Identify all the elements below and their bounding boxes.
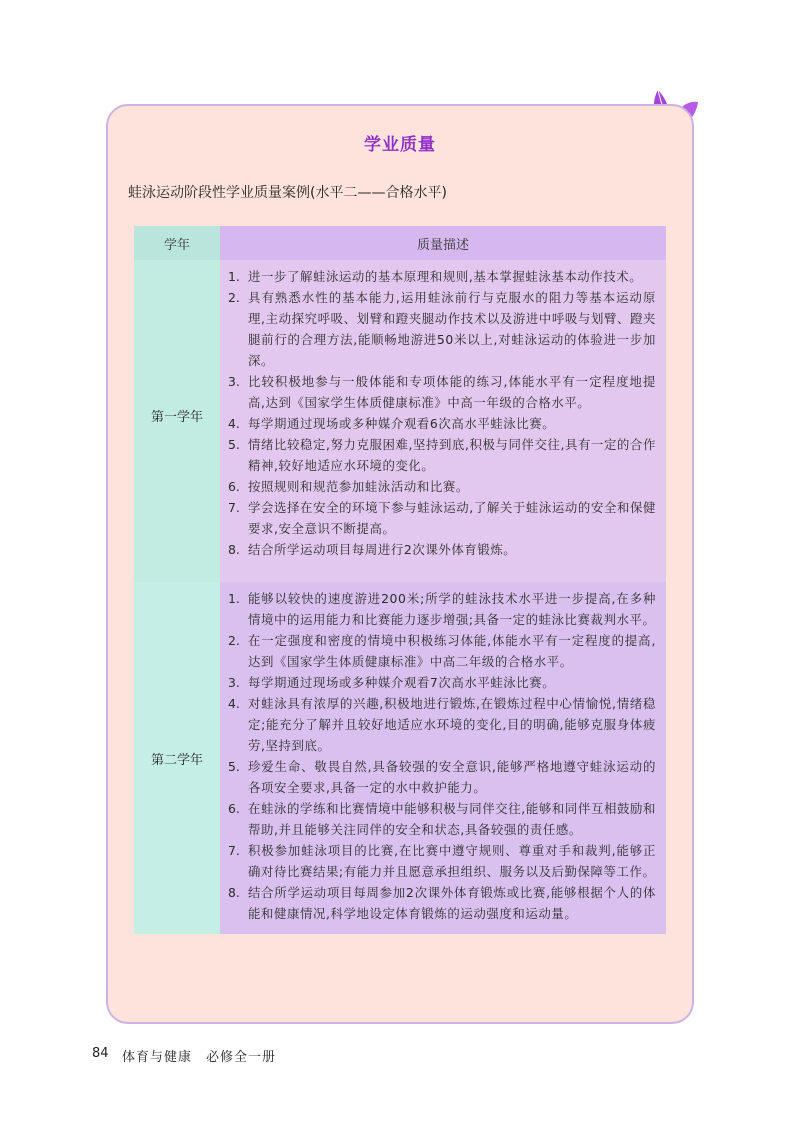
page-number: 84	[92, 1046, 109, 1061]
description-cell	[220, 582, 666, 934]
list-item: 1. 进一步了解蛙泳运动的基本原理和规则,基本掌握蛙泳基本动作技术。	[228, 269, 643, 284]
list-item: 5. 情绪比较稳定,努力克服困难,坚持到底,积极与同伴交往,具有一定的合作精神,较好地适应水环境的变化。	[228, 437, 656, 473]
section-title: 学业质量	[364, 135, 436, 155]
book-title: 体育与健康 必修全一册	[122, 1050, 277, 1065]
year-label: 第二学年	[134, 582, 220, 934]
list-item: 3. 比较积极地参与一般体能和专项体能的练习,体能水平有一定程度地提高,达到《国家学生体质健康标准》中高一年级的合格水平。	[228, 374, 656, 410]
list-item: 4. 对蛙泳具有浓厚的兴趣,积极地进行锻炼,在锻炼过程中心情愉悦,情绪稳定;能充分了解并且较好地适应水环境的变化,目的明确,能够克服身体疲劳,坚持到底。	[228, 696, 656, 753]
quality-table	[134, 226, 666, 934]
year-label: 第一学年	[134, 260, 220, 570]
row-spacer	[134, 570, 666, 582]
list-item: 7. 积极参加蛙泳项目的比赛,在比赛中遵守规则、尊重对手和裁判,能够正确对待比赛结果;有能力并且愿意承担组织、服务以及后勤保障等工作。	[228, 843, 656, 879]
list-item: 3. 每学期通过现场或多种媒介观看7次高水平蛙泳比赛。	[228, 675, 556, 690]
table-header-row	[134, 226, 666, 260]
list-item: 8. 结合所学运动项目每周参加2次课外体育锻炼或比赛,能够根据个人的体能和健康情况,科学地设定体育锻炼的运动强度和运动量。	[228, 885, 656, 921]
list-item: 7. 学会选择在安全的环境下参与蛙泳运动,了解关于蛙泳运动的安全和保健要求,安全意识不断提高。	[228, 500, 656, 536]
table-row-year-1	[134, 260, 666, 570]
list-item: 8. 结合所学运动项目每周进行2次课外体育锻炼。	[228, 542, 517, 557]
list-item: 1. 能够以较快的速度游进200米;所学的蛙泳技术水平进一步提高,在多种情境中的运用能力和比赛能力逐步增强;具备一定的蛙泳比赛裁判水平。	[228, 591, 656, 627]
description-cell	[220, 260, 666, 570]
list-item: 2. 在一定强度和密度的情境中积极练习体能,体能水平有一定程度的提高,达到《国家学生体质健康标准》中高二年级的合格水平。	[228, 633, 656, 669]
list-item: 5. 珍爱生命、敬畏自然,具备较强的安全意识,能够严格地遵守蛙泳运动的各项安全要求,具备一定的水中救护能力。	[228, 759, 656, 795]
list-item: 6. 按照规则和规范参加蛙泳活动和比赛。	[228, 479, 469, 494]
table-caption: 蛙泳运动阶段性学业质量案例(水平二——合格水平)	[128, 185, 447, 201]
list-item: 6. 在蛙泳的学练和比赛情境中能够积极与同伴交往,能够和同伴互相鼓励和帮助,并且能够关注同伴的安全和状态,具备较强的责任感。	[228, 801, 656, 837]
table-row-year-2	[134, 582, 666, 934]
content-panel	[106, 104, 694, 1024]
header-description: 质量描述	[220, 226, 666, 260]
header-year: 学年	[134, 226, 220, 260]
list-item: 2. 具有熟悉水性的基本能力,运用蛙泳前行与克服水的阻力等基本运动原理,主动探究呼吸、划臂和蹬夹腿动作技术以及游进中呼吸与划臂、蹬夹腿前行的合理方法,能顺畅地游进50米以上,对蛙泳运动的体验进一步加深。	[228, 290, 656, 368]
list-item: 4. 每学期通过现场或多种媒介观看6次高水平蛙泳比赛。	[228, 416, 556, 431]
